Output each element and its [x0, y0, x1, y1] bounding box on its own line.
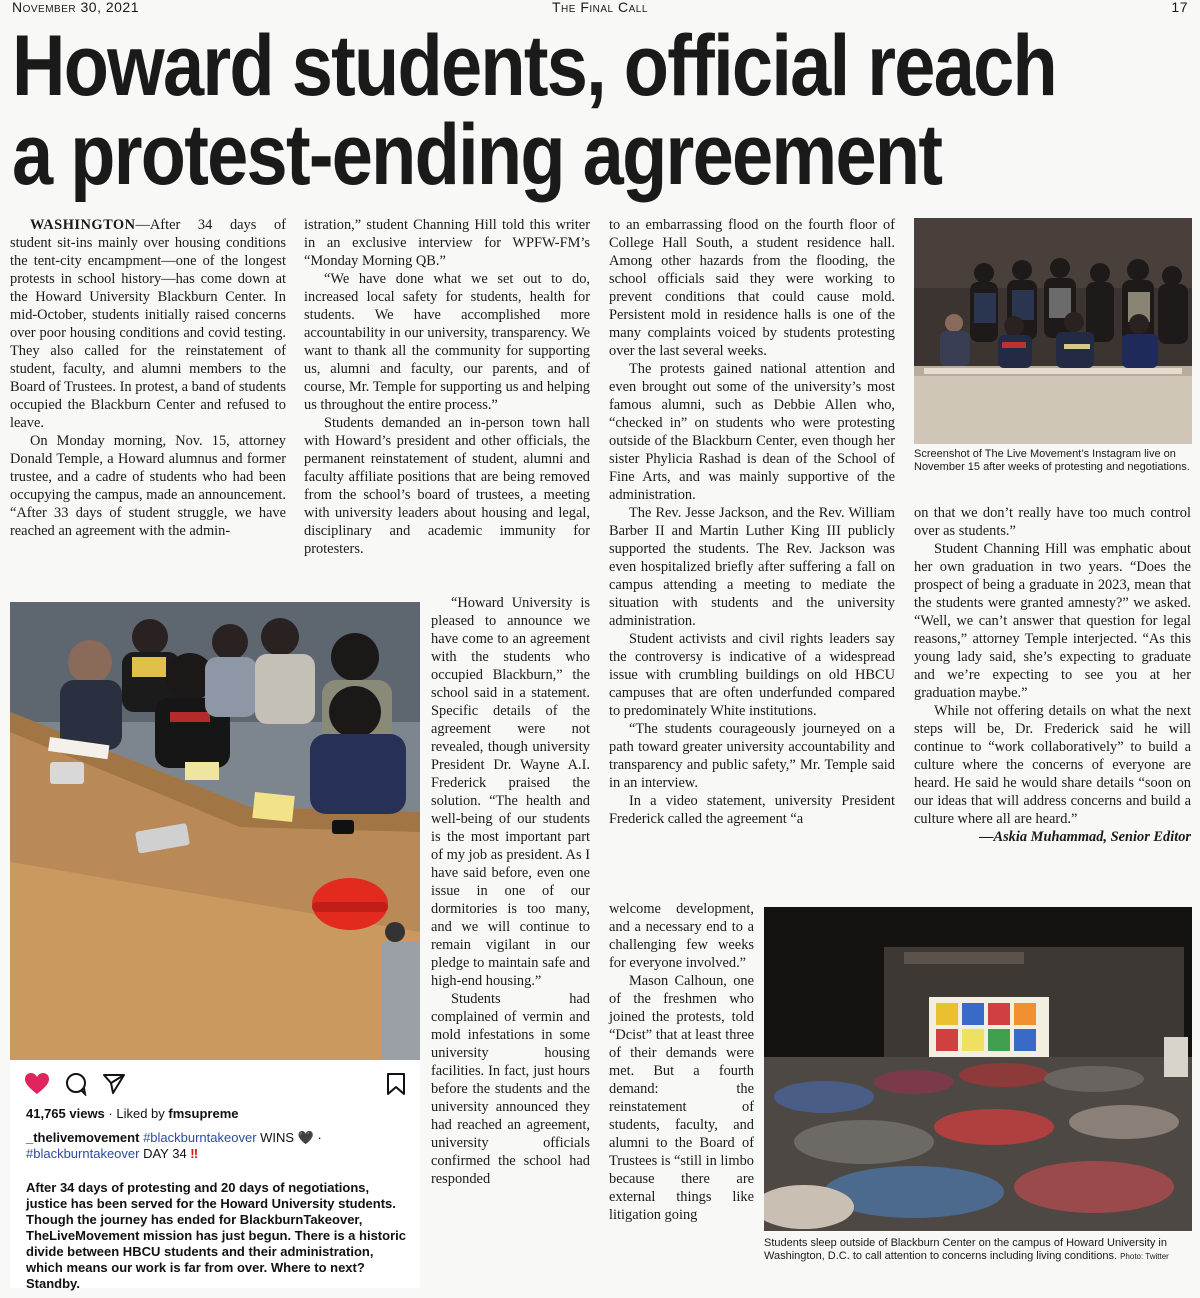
- view-count: 41,765 views: [26, 1106, 105, 1121]
- paragraph: Students had complained of vermin and mold infestations in some university housing facilities. In fact, just hours before the students and the university announced they had reached an agreement, university officials confirmed the school had responded: [431, 991, 590, 1187]
- paragraph: While not offering details on what the next steps will be, Dr. Frederick said he will continue to “work collaboratively” to build a culture where the concerns of everyone are heard. He said he would share details “soon on our ideas that will address concerns and build a culture where all are heard.”: [914, 703, 1191, 827]
- press-conference-illustration: [914, 218, 1192, 444]
- paragraph: “Howard University is pleased to announce we have come to an agreement with the students who occupied Blackburn,” the school said in a statement. Specific details of the agreement were not revealed, though university President Dr. Wayne A.I. Frederick praised the solution. “The health and well-being of our students is the most important part of my job as president. As I have said before, even one issue in one of our dormitories is too many, and we will continue to remain vigilant in our pledge to maintain safe and high-end housing.”: [431, 595, 590, 989]
- bottom-caption-text: Students sleep outside of Blackburn Center on the campus of Howard University in Washington, D.C. to call attention to concerns including living conditions.: [764, 1237, 1167, 1262]
- bookmark-icon[interactable]: [386, 1072, 406, 1096]
- paragraph: istration,” student Channing Hill told this writer in an exclusive interview for WPFW-FM’s “Monday Morning QB.”: [304, 217, 590, 269]
- post-username[interactable]: _thelivemovement: [26, 1130, 140, 1145]
- post-caption-header: [26, 1130, 406, 1162]
- dateline: WASHINGTON: [30, 217, 136, 233]
- paragraph: The Rev. Jesse Jackson, and the Rev. William Barber II and Martin Luther King III publicly supported the students. The Rev. Jackson was even hospitalized briefly after suffering a fall on campus attending a meeting to mediate the situation with students and the university administration.: [609, 505, 895, 629]
- heart-icon[interactable]: [24, 1072, 50, 1096]
- paragraph: “We have done what we set out to do, increased local safety for students, health for students. We have accomplished more accountability in our university, transparency. We want to thank all the community for supporting us, alumni and faculty, our parents, and of course, Mr. Temple for supporting us and helping us throughout the entire process.”: [304, 271, 590, 413]
- issue-date: November 30, 2021: [12, 0, 140, 15]
- paragraph: On Monday morning, Nov. 15, attorney Donald Temple, a Howard alumnus and former trustee, and a cadre of students who had been occupying the campus, made an announcement. “After 33 days of student struggle, we have reached an agreement with the admin-: [10, 433, 286, 539]
- paragraph: Student Channing Hill was emphatic about her own graduation in two years. “Does the prospect of being a graduate in 2023, mean that the students were granted amnesty?” we asked. “Well, we can’t answer that question for legal reasons,” attorney Temple interjected. “As this young lady said, she’s expecting to graduate and we’re expecting to see you at her graduation maybe.”: [914, 541, 1191, 701]
- paragraph: Mason Calhoun, one of the freshmen who joined the protests, told “Dcist” that at least three of their demands were met. But a fourth demand: the reinstatement of students, faculty, and alumni to the Board of Trustees is “still in limbo because there are external things like litigation going: [609, 973, 754, 1223]
- publication-name: The Final Call: [552, 0, 648, 15]
- page-header: [12, 0, 1188, 16]
- photo-credit: Photo: Twitter: [1120, 1252, 1169, 1261]
- author-signature: —Askia Muhammad, Senior Editor: [979, 829, 1191, 845]
- paragraph: on that we don’t really have too much control over as students.”: [914, 505, 1191, 539]
- hashtag-link[interactable]: #blackburntakeover: [26, 1146, 140, 1161]
- headline: [12, 18, 1056, 203]
- press-conference-photo: [914, 218, 1192, 444]
- caption-text: WINS 🖤 ·: [256, 1130, 322, 1145]
- article-column-1: [10, 216, 286, 540]
- headline-line-2: a protest-ending agreement: [12, 107, 942, 203]
- paragraph: welcome development, and a necessary end to a challenging few weeks for everyone involved.”: [609, 901, 754, 971]
- paragraph: “The students courageously journeyed on a path toward greater university accountability and transparency and public safety,” Mr. Temple said in an interview.: [609, 721, 895, 791]
- instagram-action-bar: [24, 1072, 406, 1096]
- paragraph: WASHINGTON—After 34 days of student sit-ins mainly over housing conditions the tent-city encampment—one of the longest protests in school history—has come down at the Howard University Blackburn Center. In mid-October, students initially raised concerns over poor housing conditions and covid testing. They also called for the reinstatement of student, faculty, and alumni members to the Board of Trustees. In protest, a band of students occupied the Blackburn Center and refused to leave.: [10, 217, 286, 431]
- paragraph: The protests gained national attention and even brought out some of the university’s most famous alumni, such as Debbie Allen who, “checked in” on students who were protesting outside of the Blackburn Center, even though her sister Phylicia Rashad is dean of the School of Fine Arts, and was mainly supportive of the administration.: [609, 361, 895, 503]
- bottom-photo-caption: [764, 1237, 1192, 1263]
- share-icon[interactable]: [102, 1072, 126, 1096]
- article-column-3b: [609, 900, 754, 1224]
- top-photo-caption: Screenshot of The Live Movement’s Instagram live on November 15 after weeks of protesting and negotiations.: [914, 448, 1190, 473]
- article-column-4: [914, 504, 1191, 846]
- instagram-screenshot-photo: [10, 602, 420, 1060]
- post-body-text: After 34 days of protesting and 20 days of negotiations, justice has been served for the Howard University students. Though the journey has ended for BlackburnTakeover, TheLiveMovement mission has just begun. There is a historic divide between HBCU students and their administration, which means our work is far from over. Where to next? Standby.: [26, 1180, 406, 1291]
- headline-line-1: Howard students, official reach: [12, 18, 1056, 114]
- paragraph: Students demanded an in-person town hall with Howard’s president and other officials, the permanent reinstatement of student, alumni and faculty affiliate positions that are being removed from the school’s board of trustees, a meeting with university leaders about housing and legal, disciplinary and academic immunity for protesters.: [304, 415, 590, 557]
- students-sleeping-photo: [764, 907, 1192, 1231]
- night-encampment-illustration: [764, 907, 1192, 1231]
- views-line: [26, 1106, 238, 1121]
- hashtag-link[interactable]: #blackburntakeover: [143, 1130, 257, 1145]
- article-column-2b: [431, 594, 590, 1188]
- article-column-2: [304, 216, 590, 558]
- paragraph: Student activists and civil rights leaders say the controversy is indicative of a widespread issue with crumbling buildings on old HBCU campuses that are often underfunded compared to predominately White institutions.: [609, 631, 895, 719]
- article-column-3: [609, 216, 895, 828]
- caption-text: DAY 34: [139, 1146, 191, 1161]
- double-exclamation-icon: ‼: [190, 1146, 199, 1161]
- paragraph: In a video statement, university President Frederick called the agreement “a: [609, 793, 895, 827]
- liked-by-prefix: · Liked by: [108, 1106, 169, 1121]
- comment-icon[interactable]: [64, 1072, 88, 1096]
- paragraph: to an embarrassing flood on the fourth floor of College Hall South, a student residence hall. Among other hazards from the flooding, the school officials said they were working to prevent conditions that could cause mold. Persistent mold in residence halls is one of the many complaints voiced by students protesting over the last several weeks.: [609, 217, 895, 359]
- page-number: 17: [1171, 0, 1188, 15]
- meeting-illustration: [10, 602, 420, 1060]
- instagram-post-panel: [10, 1060, 420, 1291]
- liked-by-user[interactable]: fmsupreme: [168, 1106, 239, 1121]
